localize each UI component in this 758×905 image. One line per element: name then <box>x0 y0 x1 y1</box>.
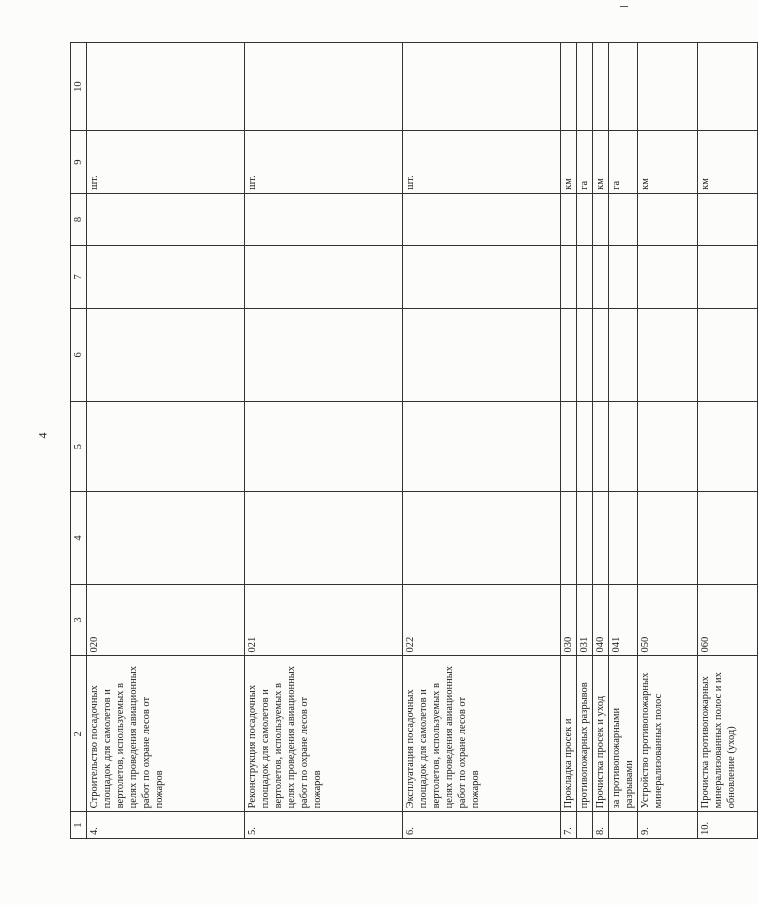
empty-cell <box>87 43 245 131</box>
empty-cell <box>561 246 577 309</box>
empty-cell <box>561 193 577 245</box>
empty-cell <box>245 402 403 492</box>
empty-cell <box>561 492 577 584</box>
empty-cell <box>577 246 593 309</box>
row-unit: шт. <box>403 131 561 194</box>
empty-cell <box>698 402 758 492</box>
empty-cell <box>609 308 638 401</box>
column-header: 2 <box>71 656 87 812</box>
row-name: противопожарных разрывов <box>577 656 593 812</box>
row-number: 10. <box>698 812 758 839</box>
empty-cell <box>403 492 561 584</box>
empty-cell <box>609 492 638 584</box>
report-table <box>70 42 758 839</box>
empty-cell <box>403 246 561 309</box>
empty-cell <box>638 492 698 584</box>
empty-cell <box>698 193 758 245</box>
empty-cell <box>87 492 245 584</box>
empty-cell <box>403 193 561 245</box>
row-code: 022 <box>403 584 561 656</box>
empty-cell <box>593 308 609 401</box>
table-row <box>577 43 593 839</box>
empty-cell <box>577 193 593 245</box>
row-code: 020 <box>87 584 245 656</box>
column-header: 8 <box>71 193 87 245</box>
row-number: 5. <box>245 812 403 839</box>
empty-cell <box>561 402 577 492</box>
page-number: 4 <box>35 432 50 439</box>
table-row <box>403 43 561 839</box>
row-unit: км <box>561 131 577 194</box>
row-number: 6. <box>403 812 561 839</box>
empty-cell <box>638 43 698 131</box>
row-number: 7. <box>561 812 577 839</box>
row-name: Строительство посадочных площадок для самолетов и вертолетов, используемых в целях проведения авиационных работ по охране лесов от пожаров <box>87 656 245 812</box>
empty-cell <box>403 43 561 131</box>
column-header: 9 <box>71 131 87 194</box>
empty-cell <box>698 492 758 584</box>
row-unit: га <box>577 131 593 194</box>
empty-cell <box>638 193 698 245</box>
row-unit: шт. <box>245 131 403 194</box>
empty-cell <box>593 402 609 492</box>
empty-cell <box>609 43 638 131</box>
row-unit: км <box>638 131 698 194</box>
row-code: 021 <box>245 584 403 656</box>
empty-cell <box>638 246 698 309</box>
empty-cell <box>245 308 403 401</box>
empty-cell <box>87 246 245 309</box>
table-row <box>245 43 403 839</box>
empty-cell <box>245 43 403 131</box>
column-header: 6 <box>71 308 87 401</box>
empty-cell <box>593 492 609 584</box>
row-name: Прочистка противопожарных минерализованных полос и их обновление (уход) <box>698 656 758 812</box>
row-code: 030 <box>561 584 577 656</box>
row-name: Эксплуатация посадочных площадок для самолетов и вертолетов, используемых в целях проведения авиационных работ по охране лесов от пожаров <box>403 656 561 812</box>
table-row <box>593 43 609 839</box>
table-row <box>698 43 758 839</box>
scan-mark <box>620 6 628 7</box>
row-code: 041 <box>609 584 638 656</box>
empty-cell <box>245 492 403 584</box>
table-row <box>87 43 245 839</box>
empty-cell <box>698 43 758 131</box>
empty-cell <box>593 193 609 245</box>
empty-cell <box>698 308 758 401</box>
row-unit: км <box>593 131 609 194</box>
row-number: 4. <box>87 812 245 839</box>
empty-cell <box>403 308 561 401</box>
table-row <box>638 43 698 839</box>
row-name: Прокладка просек и <box>561 656 577 812</box>
column-header: 1 <box>71 812 87 839</box>
empty-cell <box>87 193 245 245</box>
empty-cell <box>561 43 577 131</box>
empty-cell <box>87 402 245 492</box>
empty-cell <box>577 308 593 401</box>
empty-cell <box>561 308 577 401</box>
empty-cell <box>577 492 593 584</box>
empty-cell <box>609 246 638 309</box>
row-number: 8. <box>593 812 609 839</box>
column-header: 10 <box>71 43 87 131</box>
row-name: Реконструкция посадочных площадок для самолетов и вертолетов, используемых в целях проведения авиационных работ по охране лесов от пожаров <box>245 656 403 812</box>
empty-cell <box>609 193 638 245</box>
empty-cell <box>577 43 593 131</box>
row-name: за противопожарными разрывами <box>609 656 638 812</box>
row-name: Устройство противопожарных минерализованных полос <box>638 656 698 812</box>
rotated-table-canvas <box>70 42 737 839</box>
empty-cell <box>403 402 561 492</box>
row-code: 060 <box>698 584 758 656</box>
column-header: 4 <box>71 492 87 584</box>
row-code: 050 <box>638 584 698 656</box>
empty-cell <box>87 308 245 401</box>
empty-cell <box>609 402 638 492</box>
empty-cell <box>245 193 403 245</box>
row-code: 031 <box>577 584 593 656</box>
header-row <box>71 43 87 839</box>
row-number <box>609 812 638 839</box>
empty-cell <box>638 308 698 401</box>
column-header: 7 <box>71 246 87 309</box>
row-number: 9. <box>638 812 698 839</box>
empty-cell <box>593 246 609 309</box>
empty-cell <box>245 246 403 309</box>
table-row <box>609 43 638 839</box>
row-unit: шт. <box>87 131 245 194</box>
column-header: 5 <box>71 402 87 492</box>
empty-cell <box>593 43 609 131</box>
row-name: Прочистка просек и уход <box>593 656 609 812</box>
table-row <box>561 43 577 839</box>
row-code: 040 <box>593 584 609 656</box>
column-header: 3 <box>71 584 87 656</box>
row-number <box>577 812 593 839</box>
empty-cell <box>638 402 698 492</box>
empty-cell <box>698 246 758 309</box>
row-unit: га <box>609 131 638 194</box>
empty-cell <box>577 402 593 492</box>
row-unit: км <box>698 131 758 194</box>
